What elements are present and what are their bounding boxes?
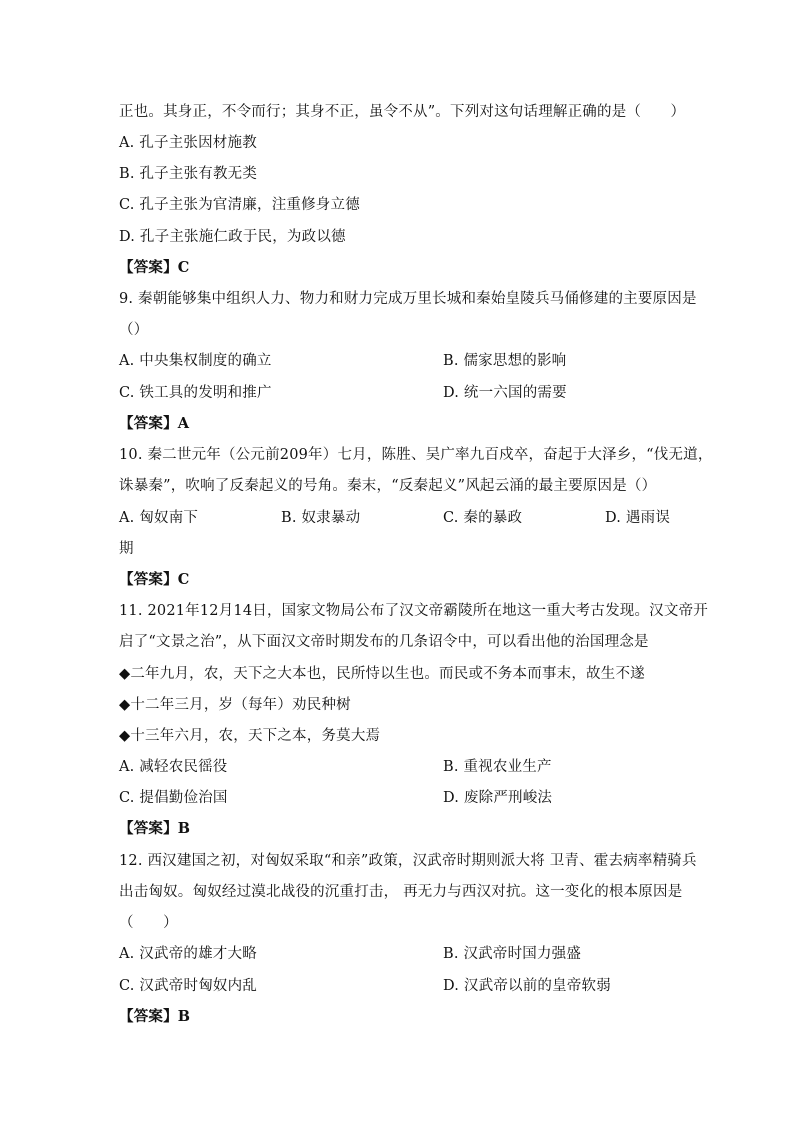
q8-option-d: D. 孔子主张施仁政于民，为政以德	[119, 229, 346, 245]
q10-option-d-wrap: 期	[119, 541, 134, 557]
q9-answer: 【答案】A	[119, 415, 190, 432]
q9-stem-line1: 9. 秦朝能够集中组织人力、物力和财力完成万里长城和秦始皇陵兵马俑修建的主要原因是	[119, 291, 697, 307]
q11-option-c: C. 提倡勤俭治国	[119, 790, 228, 806]
q9-stem-line2: （）	[119, 322, 149, 338]
q11-stem-line2: 启了“文景之治”，从下面汉文帝时期发布的几条诏令中，可以看出他的治国理念是	[119, 634, 649, 650]
q9-option-b: B. 儒家思想的影响	[443, 353, 567, 369]
q10-option-a: A. 匈奴南下	[119, 510, 199, 526]
q11-stem-line1: 11. 2021年12月14日，国家文物局公布了汉文帝霸陵所在地这一重大考古发现。汉文帝开	[119, 603, 708, 619]
q11-option-b: B. 重视农业生产	[443, 759, 552, 775]
q8-option-b: B. 孔子主张有教无类	[119, 166, 258, 182]
q8-answer: 【答案】C	[119, 259, 190, 276]
q9-option-d: D. 统一六国的需要	[443, 385, 567, 401]
q10-option-b: B. 奴隶暴动	[281, 510, 361, 526]
q8-option-c: C. 孔子主张为官清廉，注重修身立德	[119, 197, 360, 213]
q8-option-a: A. 孔子主张因材施教	[119, 135, 257, 151]
q12-answer: 【答案】B	[119, 1008, 191, 1025]
q10-stem-line1: 10. 秦二世元年（公元前209年）七月，陈胜、吴广率九百戍卒，奋起于大泽乡，“伐无道，	[119, 447, 713, 463]
q10-option-c: C. 秦的暴政	[443, 510, 523, 526]
q12-stem-line2: 出击匈奴。匈奴经过漠北战役的沉重打击， 再无力与西汉对抗。这一变化的根本原因是	[119, 884, 683, 900]
q11-option-d: D. 废除严刑峻法	[443, 790, 553, 806]
q12-option-a: A. 汉武帝的雄才大略	[119, 946, 257, 962]
q8-stem: 正也。其身正，不令而行；其身不正，虽令不从”。下列对这句话理解正确的是（ ）	[119, 104, 686, 120]
q9-option-c: C. 铁工具的发明和推广	[119, 385, 272, 401]
q11-decree-3: ◆十三年六月，农，天下之本，务莫大焉	[119, 728, 381, 744]
q11-answer: 【答案】B	[119, 820, 191, 837]
q10-stem-line2: 诛暴秦”，吹响了反秦起义的号角。秦末，“反秦起义”风起云涌的最主要原因是（）	[119, 478, 657, 494]
q12-option-c: C. 汉武帝时匈奴内乱	[119, 978, 257, 994]
q10-answer: 【答案】C	[119, 571, 190, 588]
q11-decree-2: ◆十二年三月，岁（每年）劝民种树	[119, 697, 351, 713]
q11-decree-1: ◆二年九月，农，天下之大本也，民所恃以生也。而民或不务本而事末，故生不遂	[119, 666, 645, 682]
q12-option-d: D. 汉武帝以前的皇帝软弱	[443, 978, 611, 994]
q11-option-a: A. 减轻农民徭役	[119, 759, 228, 775]
q9-option-a: A. 中央集权制度的确立	[119, 353, 272, 369]
q12-stem-line1: 12. 西汉建国之初，对匈奴采取“和亲”政策，汉武帝时期则派大将 卫青、霍去病率精骑兵	[119, 853, 697, 869]
q10-option-d: D. 遇雨误	[605, 510, 671, 526]
q12-option-b: B. 汉武帝时国力强盛	[443, 946, 582, 962]
q12-stem-line3: （ ）	[119, 915, 178, 931]
